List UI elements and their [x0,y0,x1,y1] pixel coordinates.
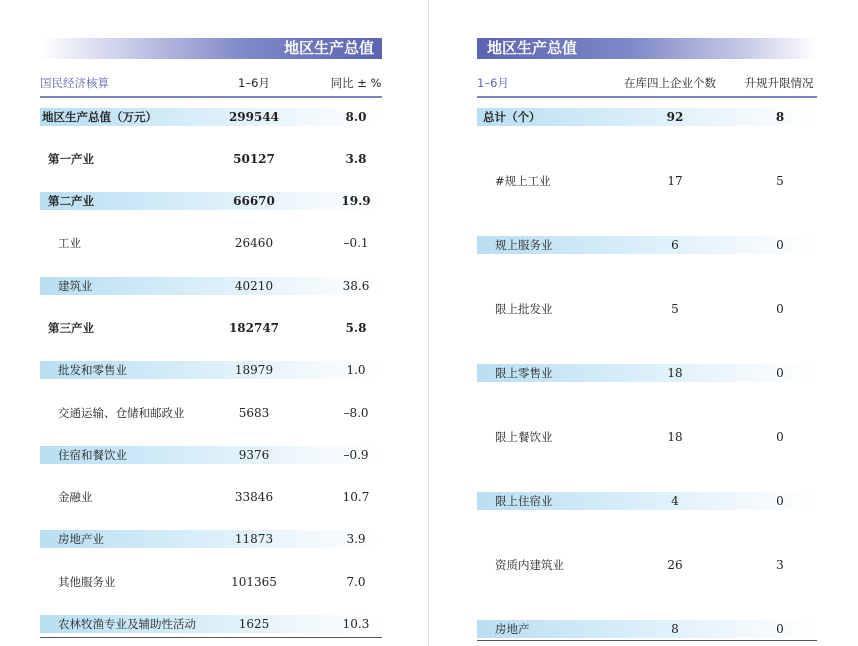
row-upgrade: 0 [776,622,784,636]
row-yoy: 3.8 [345,152,367,166]
row-value: 18979 [234,363,274,377]
right-header-period: 1–6月 [477,76,509,90]
row-yoy: 38.6 [342,279,370,293]
row-label: 房地产业 [58,532,104,546]
table-row [40,404,382,422]
row-label: 建筑业 [58,279,93,293]
row-label: 限上餐饮业 [495,430,553,444]
page-fold [428,0,429,646]
row-label: 其他服务业 [58,575,116,589]
table-row [477,620,817,638]
row-value: 26460 [234,236,274,250]
row-value: 299544 [228,110,280,124]
row-count: 17 [667,174,683,188]
right-header-rule [477,96,817,98]
table-row [477,300,817,318]
left-header-period: 1–6月 [238,76,270,90]
left-header-category: 国民经济核算 [40,76,109,90]
table-row [477,108,817,126]
row-count: 6 [671,238,679,252]
row-label: 规上服务业 [495,238,553,252]
row-count: 5 [671,302,679,316]
left-header-rule [40,96,382,98]
table-row [40,488,382,506]
row-label: 房地产 [495,622,530,636]
row-yoy: –0.1 [343,236,369,250]
row-label: 工业 [58,236,81,250]
table-row [40,530,382,548]
row-count: 18 [667,430,683,444]
row-yoy: 5.8 [345,321,367,335]
row-yoy: 1.0 [346,363,366,377]
row-count: 8 [671,622,679,636]
row-yoy: 8.0 [345,110,367,124]
row-label: 限上住宿业 [495,494,553,508]
row-upgrade: 0 [776,430,784,444]
row-value: 101365 [231,575,277,589]
left-header-yoy: 同比 ± % [330,76,382,90]
row-value: 182747 [228,321,280,335]
row-value: 11873 [234,532,274,546]
table-row [477,492,817,510]
row-upgrade: 8 [775,110,785,124]
row-value: 1625 [238,617,270,631]
row-yoy: 10.7 [342,490,370,504]
row-upgrade: 0 [776,238,784,252]
table-row [477,236,817,254]
table-row [40,277,382,295]
table-row [40,446,382,464]
right-header-upgrade: 升规升限情况 [744,76,814,90]
row-yoy: 3.9 [346,532,366,546]
row-value: 50127 [233,152,275,166]
row-upgrade: 5 [776,174,784,188]
row-upgrade: 0 [776,366,784,380]
row-value: 5683 [238,406,270,420]
right-header-count: 在库四上企业个数 [624,76,716,90]
row-label: 地区生产总值（万元） [42,110,157,124]
row-value: 33846 [234,490,274,504]
row-label: 限上零售业 [495,366,553,380]
row-label: 批发和零售业 [58,363,127,377]
row-label: 限上批发业 [495,302,553,316]
left-banner: 地区生产总值 [40,38,382,59]
row-count: 4 [671,494,679,508]
row-label: 金融业 [58,490,93,504]
table-row [40,234,382,252]
row-yoy: 10.3 [342,617,370,631]
row-value: 40210 [234,279,274,293]
row-yoy: –0.9 [343,448,369,462]
table-row [40,150,382,168]
left-page [0,0,428,646]
row-count: 18 [667,366,683,380]
row-yoy: 19.9 [341,194,371,208]
row-label: 交通运输、仓储和邮政业 [58,406,185,420]
table-row [40,361,382,379]
row-count: 92 [666,110,684,124]
table-row [40,108,382,126]
right-bottom-rule [477,640,817,641]
row-upgrade: 0 [776,302,784,316]
row-label: 住宿和餐饮业 [58,448,127,462]
row-upgrade: 0 [776,494,784,508]
table-row [40,192,382,210]
table-row [40,319,382,337]
table-row [40,573,382,591]
row-value: 9376 [238,448,270,462]
row-count: 26 [667,558,683,572]
row-yoy: –8.0 [343,406,369,420]
right-page [430,0,858,646]
table-row [477,364,817,382]
row-label: 第三产业 [48,321,94,335]
row-label: 资质内建筑业 [495,558,564,572]
table-row [40,615,382,633]
row-upgrade: 3 [776,558,784,572]
row-label: 第一产业 [48,152,94,166]
table-row [477,428,817,446]
right-banner: 地区生产总值 [477,38,817,59]
row-yoy: 7.0 [346,575,366,589]
left-bottom-rule [40,637,382,638]
row-label: 总计（个） [483,110,541,124]
row-label: 农林牧渔专业及辅助性活动 [58,617,196,631]
row-value: 66670 [233,194,275,208]
row-label: 第二产业 [48,194,94,208]
row-label: #规上工业 [495,174,551,188]
table-row [477,556,817,574]
table-row [477,172,817,190]
